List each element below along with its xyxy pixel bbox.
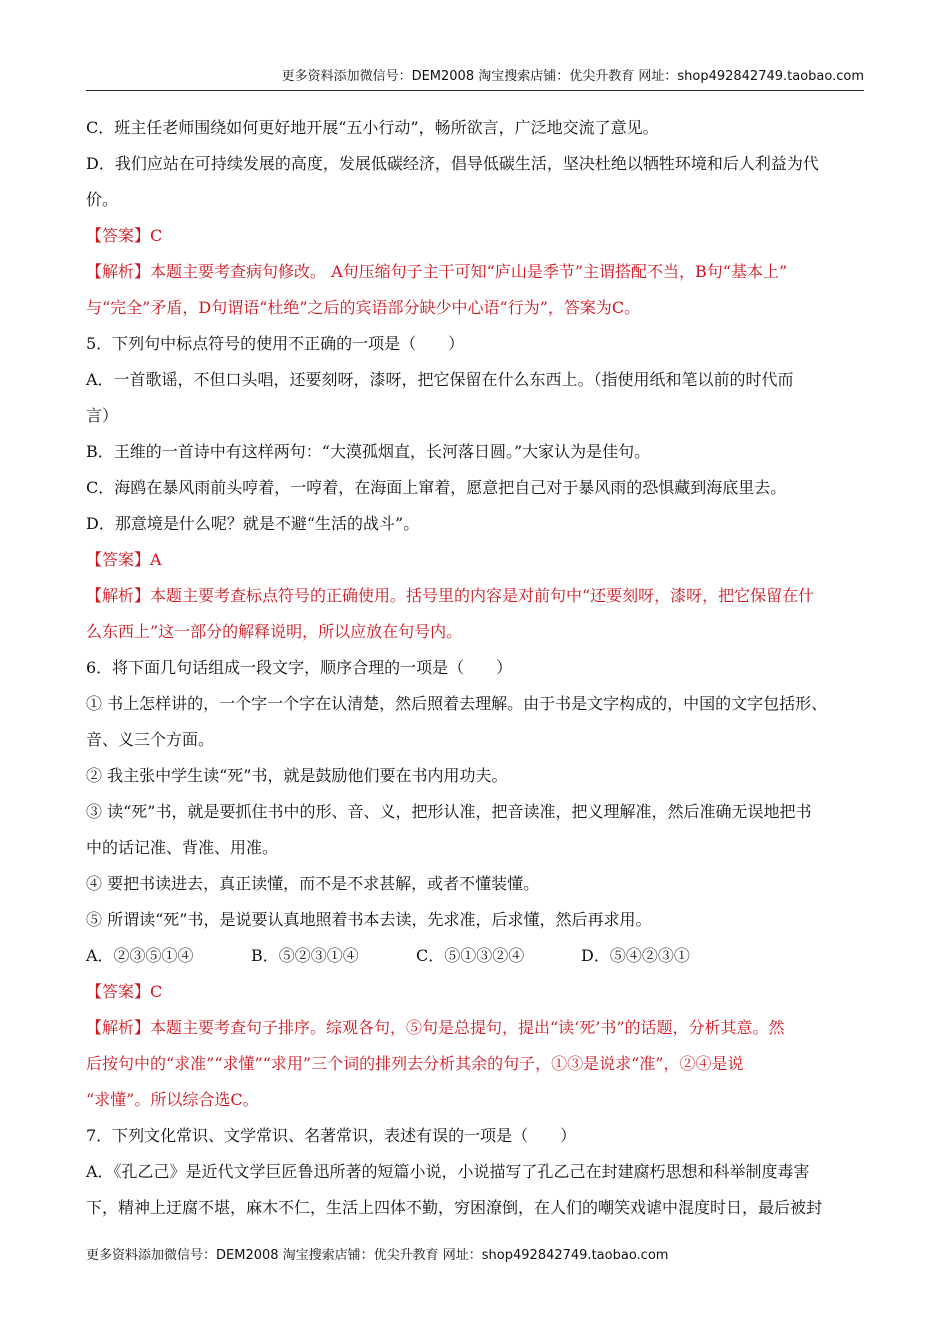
option-b-q6: B．⑤②③①④ [251, 946, 359, 965]
answer-q6: 【答案】C [86, 982, 163, 1001]
option-a-q5: A．一首歌谣，不但口头唱，还要刻呀，漆呀，把它保留在什么东西上。（指使用纸和笔以前的时代而 [86, 370, 794, 389]
page-footer: 更多资料添加微信号：DEM2008 淘宝搜索店铺：优尖升教育 网址：shop492842749.taobao.com [86, 1248, 669, 1263]
analysis-q6: 【解析】本题主要考查句子排序。综观各句，⑤句是总提句，提出“读‘死’书”的话题，分析其意。然 [86, 1018, 785, 1037]
option-a-q5-cont: 言） [86, 406, 119, 425]
analysis-q4-cont: 与“完全”矛盾，D句谓语“杜绝”之后的宾语部分缺少中心语“行为”，答案为C。 [86, 298, 641, 317]
analysis-q6-cont: 后按句中的“求准”“求懂”“求用”三个词的排列去分析其余的句子，①③是说求“准”，②④是说 [86, 1054, 744, 1073]
analysis-q5-cont: 么东西上”这一部分的解释说明，所以应放在句号内。 [86, 622, 463, 641]
sentence-3: ③ 读“死”书，就是要抓住书中的形、音、义，把形认准，把音读准，把义理解准，然后准确无误地把书 [86, 802, 812, 821]
analysis-q6-end: “求懂”。所以综合选C。 [86, 1090, 259, 1109]
option-c-q6: C．⑤①③②④ [416, 946, 525, 965]
header-divider [86, 90, 864, 91]
options-q6 [86, 946, 690, 966]
question-7: 7．下列文化常识、文学常识、名著常识，表述有误的一项是（ ） [86, 1126, 577, 1145]
option-b-q5: B．王维的一首诗中有这样两句：“大漠孤烟直，长河落日圆。”大家认为是佳句。 [86, 442, 651, 461]
sentence-5: ⑤ 所谓读“死”书，是说要认真地照着书本去读，先求准，后求懂，然后再求用。 [86, 910, 652, 929]
sentence-3-cont: 中的话记准、背准、用准。 [86, 838, 279, 857]
answer-q4: 【答案】C [86, 226, 163, 245]
option-d-q5: D．那意境是什么呢？就是不避“生活的战斗”。 [86, 514, 420, 533]
page-header: 更多资料添加微信号：DEM2008 淘宝搜索店铺：优尖升教育 网址：shop492842749.taobao.com [281, 69, 864, 84]
analysis-q5: 【解析】本题主要考查标点符号的正确使用。括号里的内容是对前句中“还要刻呀，漆呀，把它保留在什 [86, 586, 815, 605]
option-c-q4: C．班主任老师围绕如何更好地开展“五小行动”，畅所欲言，广泛地交流了意见。 [86, 118, 659, 137]
answer-q5: 【答案】A [86, 550, 162, 569]
analysis-q4: 【解析】本题主要考查病句修改。 A句压缩句子主干可知“庐山是季节”主谓搭配不当，B句“基本上” [86, 262, 788, 281]
question-6: 6．将下面几句话组成一段文字，顺序合理的一项是（ ） [86, 658, 513, 677]
option-d-q4: D．我们应站在可持续发展的高度，发展低碳经济，倡导低碳生活，坚决杜绝以牺牲环境和后人利益为代 [86, 154, 819, 173]
option-a-q7: A．《孔乙己》是近代文学巨匠鲁迅所著的短篇小说，小说描写了孔乙己在封建腐朽思想和科举制度毒害 [86, 1162, 810, 1181]
sentence-2: ② 我主张中学生读“死”书，就是鼓励他们要在书内用功夫。 [86, 766, 508, 785]
sentence-4: ④ 要把书读进去，真正读懂，而不是不求甚解，或者不懂装懂。 [86, 874, 540, 893]
option-a-q6: A．②③⑤①④ [86, 946, 194, 965]
option-d-q6: D．⑤④②③① [581, 946, 690, 965]
sentence-1: ① 书上怎样讲的，一个字一个字在认清楚，然后照着去理解。由于书是文字构成的，中国的文字包括形、 [86, 694, 828, 713]
option-a-q7-cont: 下，精神上迂腐不堪，麻木不仁，生活上四体不勤，穷困潦倒，在人们的嘲笑戏谑中混度时日，最后被封 [86, 1198, 823, 1217]
question-5: 5．下列句中标点符号的使用不正确的一项是（ ） [86, 334, 465, 353]
option-c-q5: C．海鸥在暴风雨前头哼着，一哼着，在海面上窜着，愿意把自己对于暴风雨的恐惧藏到海底里去。 [86, 478, 787, 497]
option-d-q4-cont: 价。 [86, 190, 119, 209]
sentence-1-cont: 音、义三个方面。 [86, 730, 215, 749]
